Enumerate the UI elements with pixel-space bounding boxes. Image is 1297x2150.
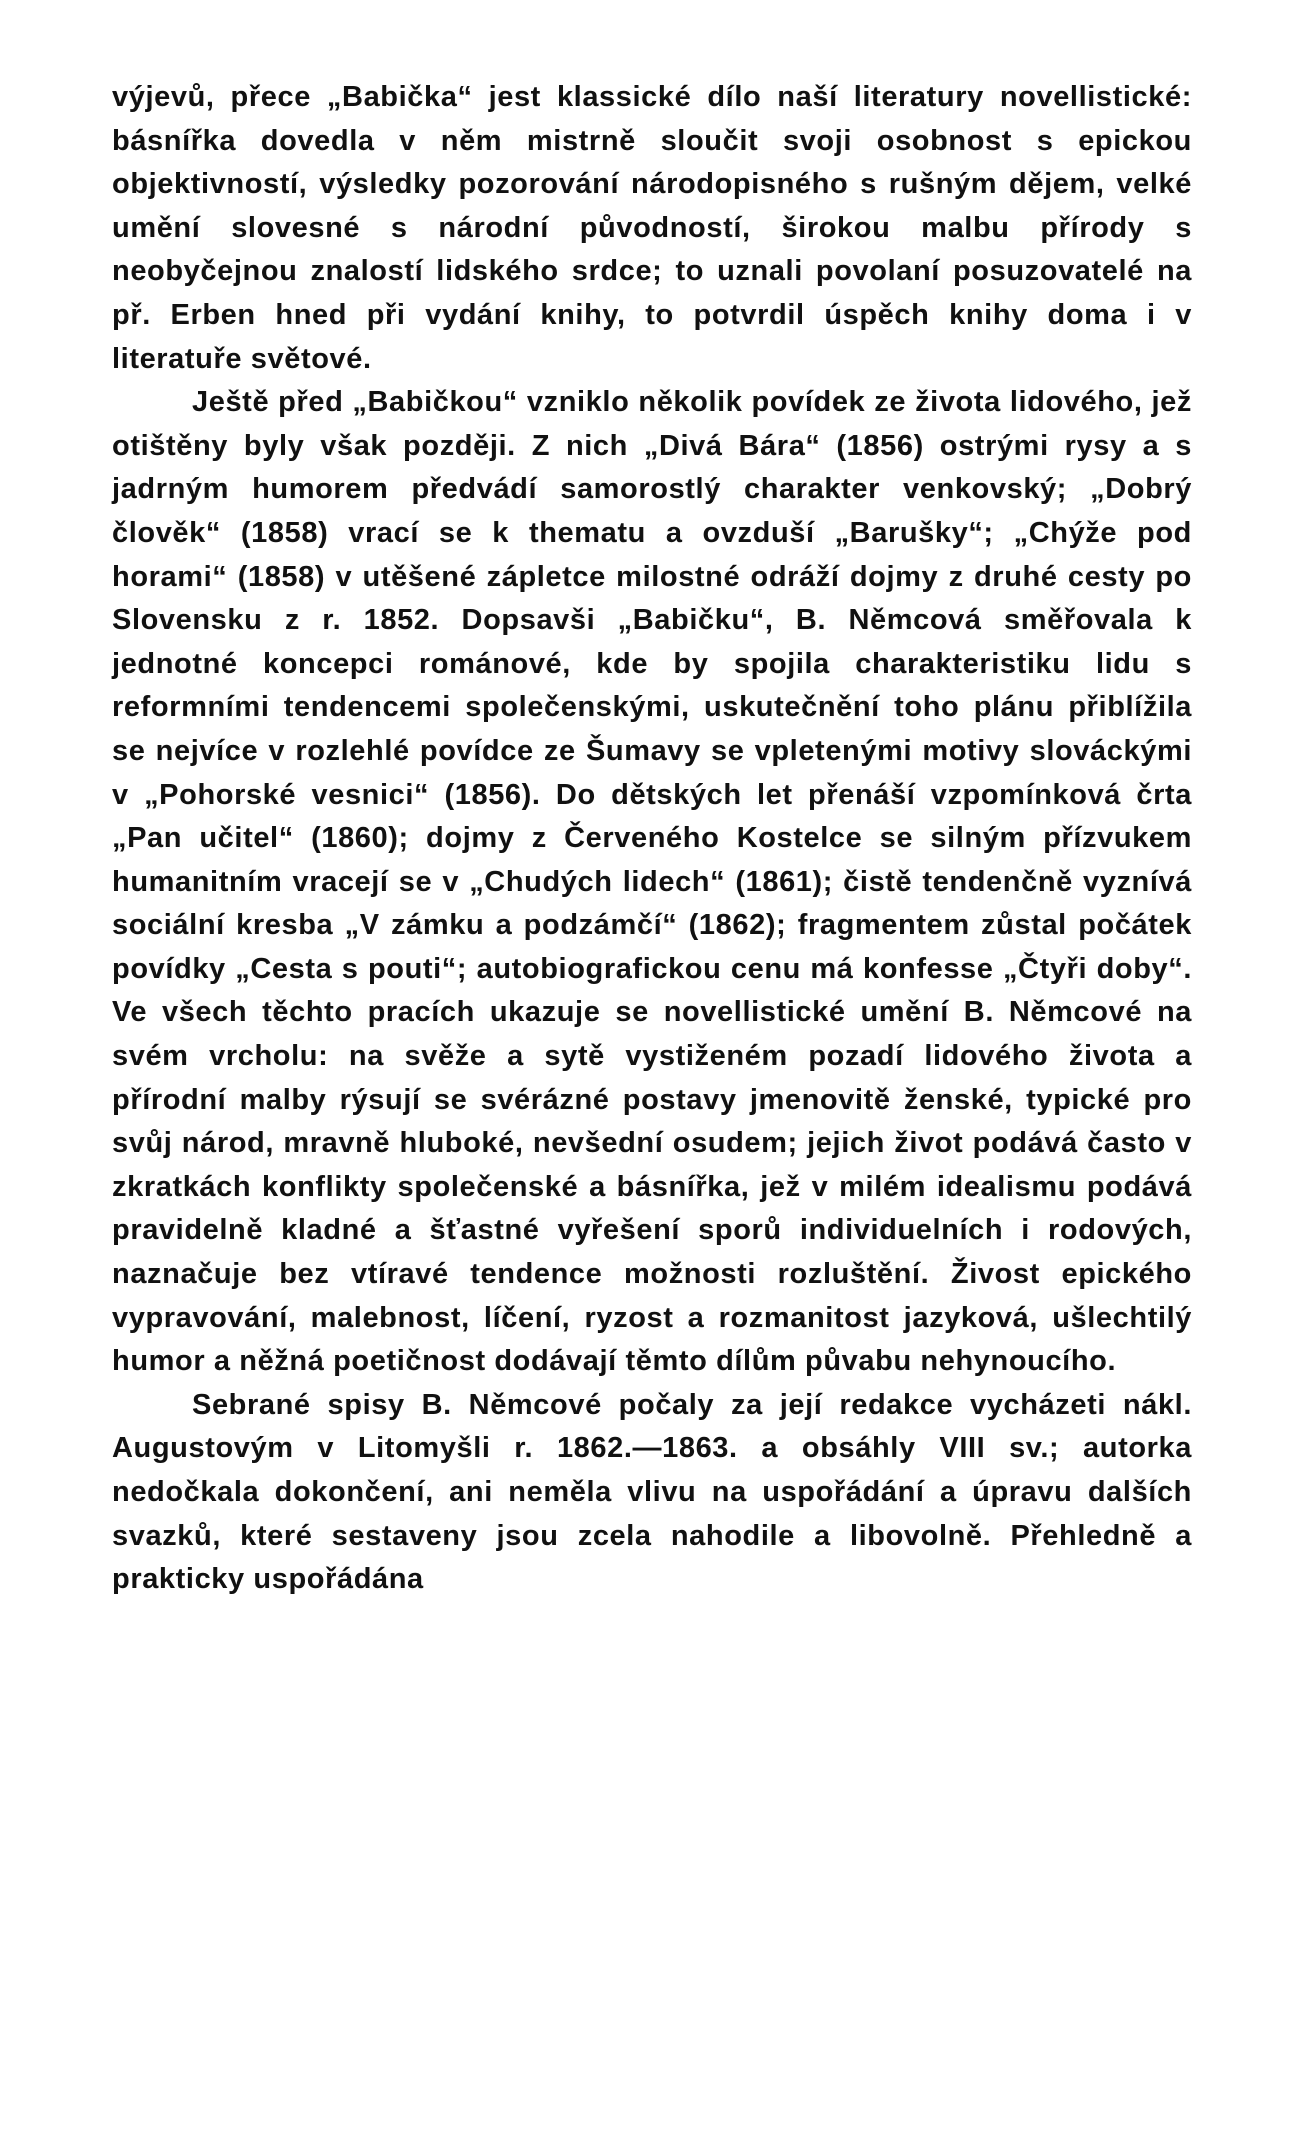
paragraph-1: výjevů, přece „Babička“ jest klassické dílo naší literatury novellistické: básnířka dovedla v něm mistrně sloučit svoji osobnost s epickou objektivností, výsledky pozorování národopisného s rušným dějem, velké umění slovesné s národní původností, širokou malbu přírody s neobyčejnou znalostí lidského srdce; to uznali povolaní posuzovatelé na př. Erben hned při vydání knihy, to potvrdil úspěch knihy doma i v literatuře světové.	[112, 81, 1192, 375]
paragraph-3: Sebrané spisy B. Němcové počaly za její redakce vycházeti nákl. Augustovým v Litomyšli r. 1862.—1863. a obsáhly VIII sv.; autorka nedočkala dokončení, ani neměla vlivu na uspořádání a úpravu dalších svazků, které sestaveny jsou zcela nahodile a libovolně. Přehledně a prakticky uspořádána	[112, 1388, 1192, 1596]
page-body	[112, 76, 1192, 1602]
paragraph-2: Ještě před „Babičkou“ vzniklo několik povídek ze života lidového, jež otištěny byly však později. Z nich „Divá Bára“ (1856) ostrými rysy a s jadrným humorem předvádí samorostlý charakter venkovský; „Dobrý člověk“ (1858) vrací se k thematu a ovzduší „Barušky“; „Chýže pod horami“ (1858) v utěšené zápletce milostné odráží dojmy z druhé cesty po Slovensku z r. 1852. Dopsavši „Babičku“, B. Němcová směřovala k jednotné koncepci románové, kde by spojila charakteristiku lidu s reformními tendencemi společenskými, uskutečnění toho plánu přiblížila se nejvíce v rozlehlé povídce ze Šumavy se vpletenými motivy slováckými v „Pohorské vesnici“ (1856). Do dětských let přenáší vzpomínková črta „Pan učitel“ (1860); dojmy z Červeného Kostelce se silným přízvukem humanitním vracejí se v „Chudých lidech“ (1861); čistě tendenčně vyznívá sociální kresba „V zámku a podzámčí“ (1862); fragmentem zůstal počátek povídky „Cesta s pouti“; autobiografickou cenu má konfesse „Čtyři doby“. Ve všech těchto pracích ukazuje se novellistické umění B. Němcové na svém vrcholu: na svěže a sytě vystiženém pozadí lidového života a přírodní malby rýsují se svérázné postavy jmenovitě ženské, typické pro svůj národ, mravně hluboké, nevšední osudem; jejich život podává často v zkratkách konflikty společenské a básnířka, jež v milém idealismu podává pravidelně kladné a šťastné vyřešení sporů individuelních i rodových, naznačuje bez vtíravé tendence možnosti rozluštění. Živost epického vypravování, malebnost, líčení, ryzost a rozmanitost jazyková, ušlechtilý humor a něžná poetičnost dodávají těmto dílům půvabu nehynoucího.	[112, 386, 1192, 1378]
